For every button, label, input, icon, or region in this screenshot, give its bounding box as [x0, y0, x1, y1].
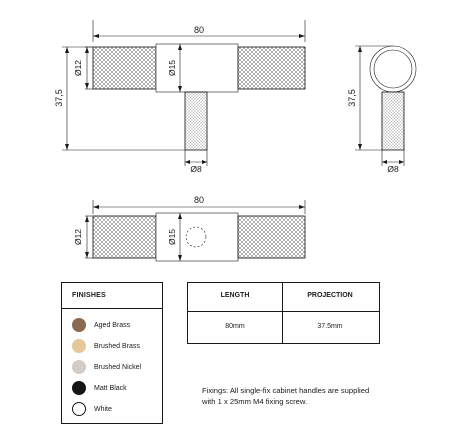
- finish-swatch-white: [72, 402, 86, 416]
- center-diameter-label: Ø15: [167, 59, 177, 77]
- top-view: [85, 200, 305, 261]
- fixings-note: [202, 385, 382, 407]
- finish-item-white: [72, 401, 112, 417]
- top-grip-diameter-label: Ø12: [73, 228, 83, 246]
- spec-header-projection: PROJECTION: [307, 292, 353, 299]
- grip-diameter-label: Ø12: [73, 59, 83, 77]
- fixings-text: All single-fix cabinet handles are supplied with 1 x 25mm M4 fixing screw.: [202, 386, 370, 406]
- spec-row-divider: [188, 311, 379, 312]
- finish-label: Brushed Brass: [94, 342, 140, 350]
- finishes-divider: [62, 308, 162, 309]
- side-view: [355, 46, 416, 166]
- top-center-diameter-label: Ø15: [167, 228, 177, 246]
- spec-value-projection: 37.5mm: [317, 323, 343, 330]
- side-projection-dimension-label: 37,5: [347, 89, 357, 107]
- finish-label: Brushed Nickel: [94, 363, 142, 371]
- finish-swatch-brushed-brass: [72, 339, 86, 353]
- finish-label: Matt Black: [94, 384, 127, 392]
- finish-swatch-brushed-nickel: [72, 360, 86, 374]
- finish-item-brushed-brass: [72, 338, 140, 354]
- finish-swatch-aged-brass: [72, 318, 86, 332]
- spec-value-length: 80mm: [225, 323, 245, 330]
- finishes-panel: [61, 282, 163, 424]
- spec-header-length: LENGTH: [220, 292, 250, 299]
- top-length-dimension-label: 80: [193, 195, 205, 205]
- side-stem-diameter-label: Ø8: [387, 164, 399, 174]
- length-dimension-label: 80: [193, 25, 205, 35]
- finish-item-brushed-nickel: [72, 359, 141, 375]
- stem-diameter-label: Ø8: [190, 164, 202, 174]
- fixings-label: Fixings:: [202, 386, 229, 395]
- finish-item-matt-black: [72, 380, 127, 396]
- spec-table: [187, 282, 380, 344]
- front-view: [62, 20, 305, 166]
- projection-dimension-label: 37,5: [54, 89, 64, 107]
- finish-label: Aged Brass: [94, 321, 131, 329]
- finishes-title: FINISHES: [72, 292, 106, 299]
- finish-label: White: [94, 405, 112, 413]
- finish-swatch-matt-black: [72, 381, 86, 395]
- finish-item-aged-brass: [72, 317, 130, 333]
